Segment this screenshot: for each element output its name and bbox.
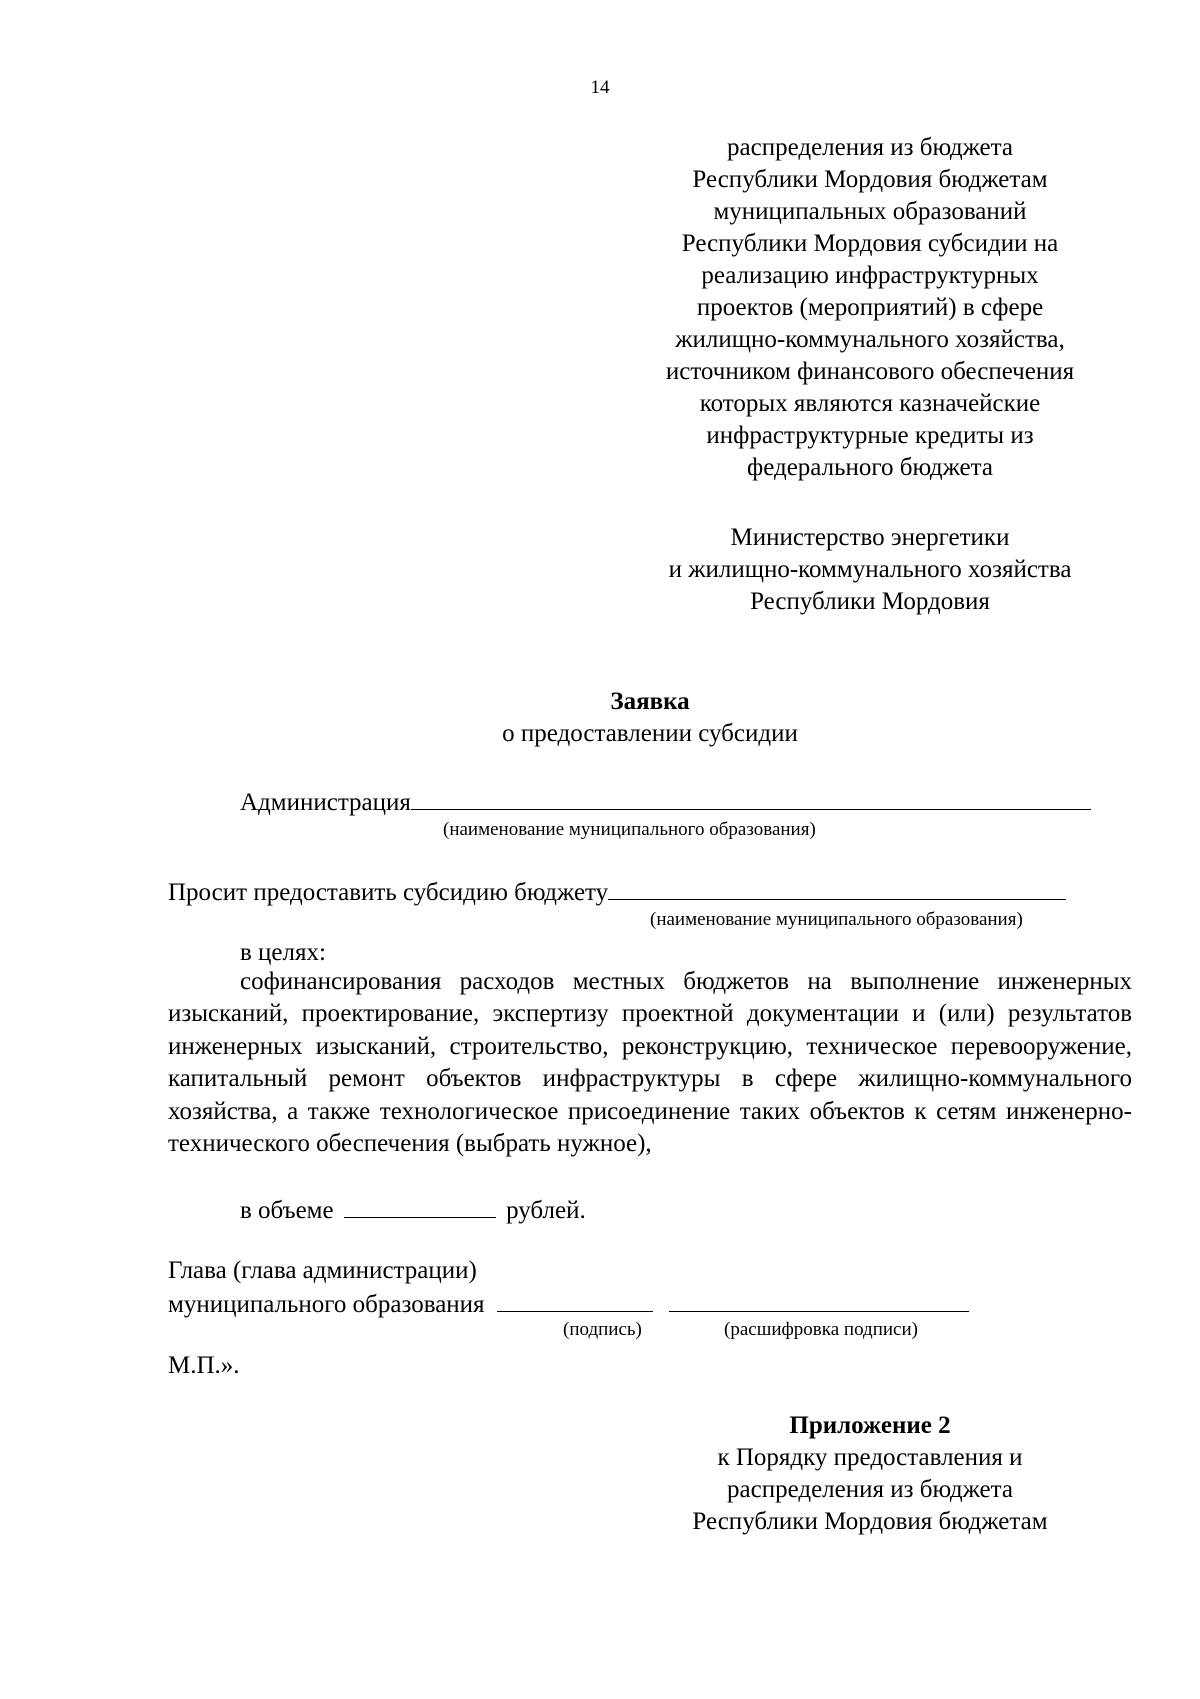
addressee-line: и жилищно-коммунального хозяйства: [668, 556, 1072, 583]
document-subtitle: о предоставлении субсидии: [502, 720, 798, 747]
seal-mark: М.П.».: [168, 1352, 240, 1379]
signature-caption: (подпись): [563, 1319, 642, 1340]
page-number: 14: [590, 77, 610, 98]
appendix-line: к Порядку предоставления и: [717, 1444, 1023, 1471]
signatory-line-2: муниципального образования: [168, 1291, 485, 1318]
appendix-header-block: [610, 132, 1130, 484]
purpose-text: софинансирования расходов местных бюджетов на выполнение инженерных изысканий, проектирование, экспертизу проектной документации и (или) результатов инженерных изысканий, строительство, реконструкцию, техническое перевооружение, капитальный ремонт объектов инфраструктуры в сфере жилищно-коммунального хозяйства, а также технологическое присоединение таких объектов к сетям инженерно-технического обеспечения (выбрать нужное),: [168, 968, 1132, 1158]
amount-blank-line[interactable]: [344, 1193, 496, 1218]
addressee-block: [610, 522, 1130, 618]
administration-label: Администрация: [240, 789, 411, 816]
header-line: муниципальных образований: [713, 198, 1027, 225]
purpose-paragraph: [168, 966, 1132, 1160]
document-title: Заявка: [610, 688, 690, 715]
administration-caption: (наименование муниципального образования): [443, 819, 816, 840]
request-row: [168, 875, 1066, 909]
appendix-2-block: [610, 1410, 1130, 1538]
header-line: распределения из бюджета: [727, 134, 1013, 161]
header-line: Республики Мордовия бюджетам: [692, 166, 1048, 193]
header-line: которых являются казначейские: [699, 390, 1041, 417]
administration-blank-line[interactable]: [411, 785, 1091, 810]
header-line: жилищно-коммунального хозяйства,: [675, 326, 1065, 353]
header-line: реализацию инфраструктурных: [701, 262, 1039, 289]
signatory-row: [168, 1287, 969, 1321]
purpose-label: в целях:: [240, 939, 326, 966]
header-line: федерального бюджета: [747, 454, 993, 481]
volume-row: [240, 1193, 586, 1227]
request-caption: (наименование муниципального образования): [650, 909, 1023, 930]
header-line: проектов (мероприятий) в сфере: [696, 294, 1044, 321]
header-line: инфраструктурные кредиты из: [706, 422, 1034, 449]
signature-decode-blank-line[interactable]: [669, 1287, 969, 1312]
municipality-blank-line[interactable]: [608, 875, 1066, 900]
request-label: Просит предоставить субсидию бюджету: [168, 879, 609, 906]
appendix-line: распределения из бюджета: [727, 1476, 1013, 1503]
appendix-line: Республики Мордовия бюджетам: [692, 1508, 1048, 1535]
administration-row: [240, 785, 1091, 819]
signatory-line-1: Глава (глава администрации): [168, 1257, 477, 1284]
signature-decode-caption: (расшифровка подписи): [724, 1319, 918, 1340]
appendix-title: Приложение 2: [789, 1412, 951, 1439]
addressee-line: Республики Мордовия: [750, 588, 990, 615]
volume-prefix: в объеме: [240, 1197, 334, 1224]
volume-suffix: рублей.: [506, 1197, 586, 1224]
addressee-line: Министерство энергетики: [730, 524, 1010, 551]
header-line: Республики Мордовия субсидии на: [681, 230, 1059, 257]
signature-blank-line[interactable]: [497, 1287, 653, 1312]
header-line: источником финансового обеспечения: [665, 358, 1075, 385]
